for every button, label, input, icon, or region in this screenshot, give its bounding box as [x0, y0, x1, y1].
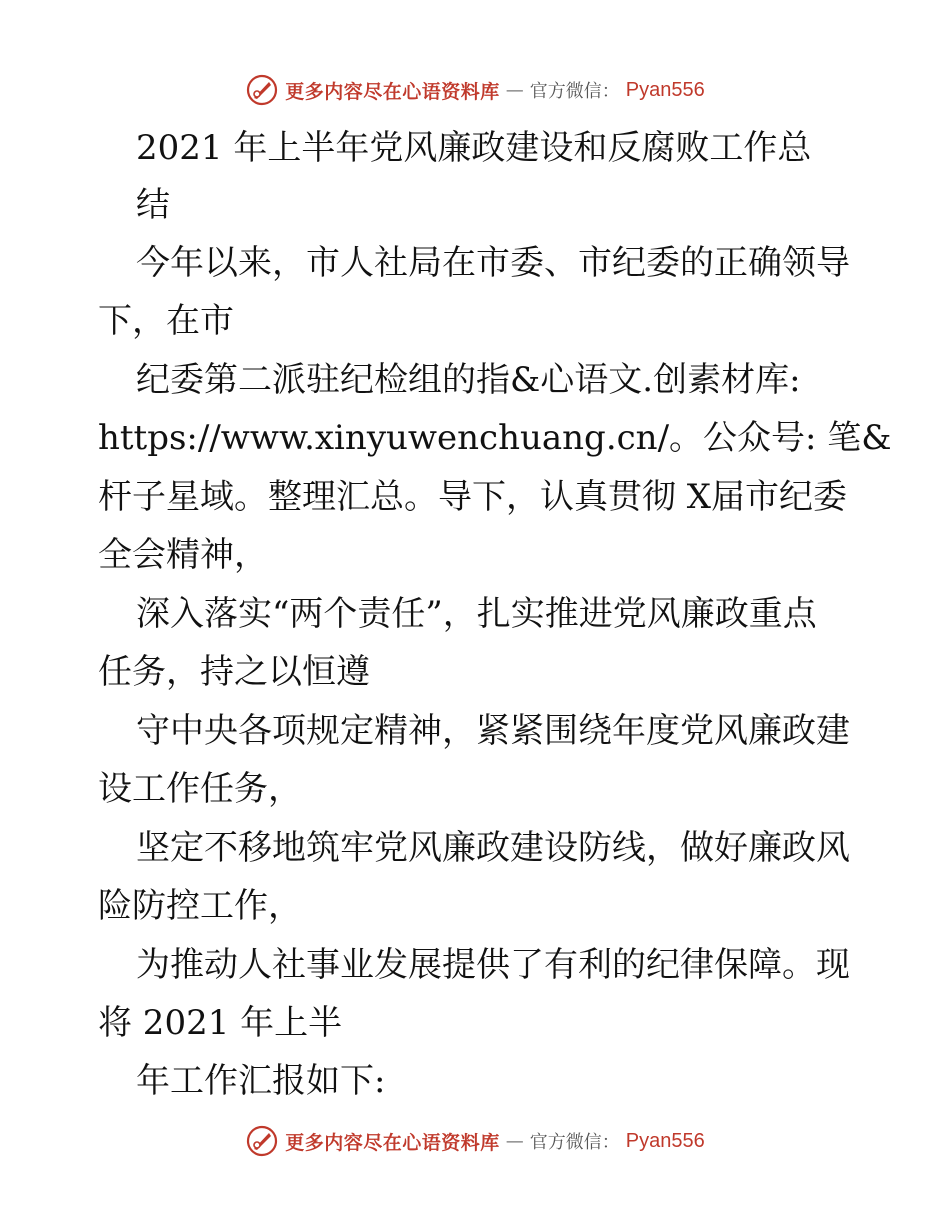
- quill-logo-icon: [245, 1124, 279, 1158]
- watermark-sub-text: 官方微信：: [529, 81, 620, 102]
- doc-line: 守中央各项规定精神，紧紧围绕年度党风廉政建: [136, 711, 850, 751]
- watermark-wechat-id: Pyan556: [625, 78, 705, 101]
- doc-line: 任务，持之以恒遵: [98, 652, 370, 692]
- doc-line: 杆子星域。整理汇总。导下，认真贯彻 X届市纪委: [98, 477, 848, 517]
- doc-line: 为推动人社事业发展提供了有利的纪律保障。现: [136, 945, 850, 985]
- doc-line: 全会精神，: [98, 535, 268, 575]
- doc-title-line-2: 结: [136, 185, 170, 225]
- doc-line: 下，在市: [98, 301, 234, 341]
- watermark-main-text: 更多内容尽在心语资料库: [285, 1131, 500, 1154]
- doc-line: 将 2021 年上半: [98, 1003, 343, 1043]
- watermark-sub-text: 官方微信：: [529, 1132, 620, 1153]
- doc-title-line-1: 2021 年上半年党风廉政建设和反腐败工作总: [136, 128, 812, 168]
- doc-line: 纪委第二派驻纪检组的指&心语文.创素材库:: [136, 360, 801, 400]
- watermark-dash: —: [505, 1130, 524, 1152]
- watermark-wechat-id: Pyan556: [625, 1129, 705, 1152]
- footer-watermark: [0, 1124, 950, 1158]
- doc-line: 险防控工作，: [98, 886, 302, 926]
- doc-line: 坚定不移地筑牢党风廉政建设防线，做好廉政风: [136, 828, 850, 868]
- doc-line: 深入落实“两个责任”，扎实推进党风廉政重点: [136, 594, 817, 634]
- watermark-dash: —: [505, 79, 524, 101]
- doc-url-line: https://www.xinyuwenchuang.cn/。公众号: 笔&: [98, 418, 892, 458]
- doc-line: 设工作任务，: [98, 769, 302, 809]
- doc-line: 今年以来，市人社局在市委、市纪委的正确领导: [136, 243, 850, 283]
- doc-line: 年工作汇报如下:: [136, 1061, 386, 1101]
- watermark-main-text: 更多内容尽在心语资料库: [285, 80, 500, 103]
